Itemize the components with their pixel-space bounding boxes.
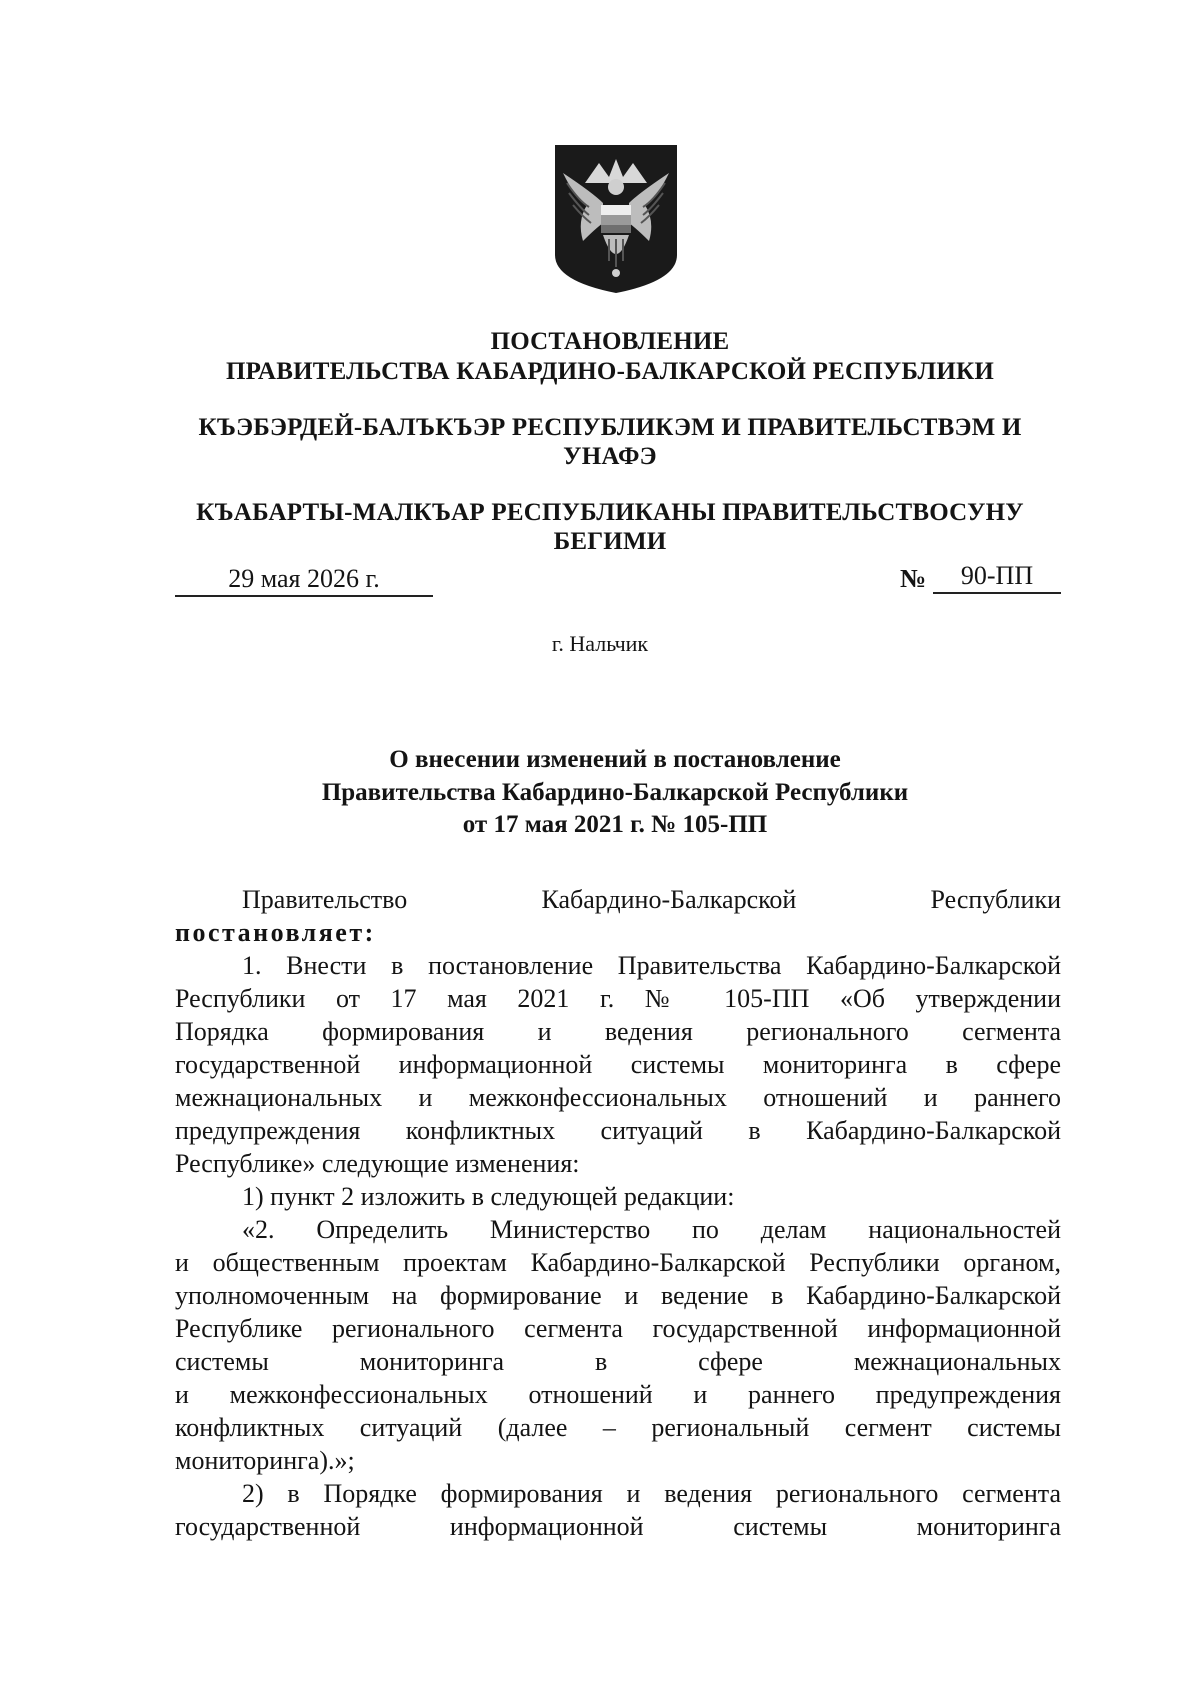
body-line-decree: постановляет: bbox=[175, 918, 376, 947]
document-title-line3: от 17 мая 2021 г. № 105-ПП bbox=[462, 811, 768, 838]
body-line: Республики от 17 мая 2021 г. № 105-ПП «Об утверждении bbox=[175, 984, 1061, 1013]
body-line: конфликтных ситуаций (далее – региональный сегмент системы bbox=[175, 1413, 1061, 1442]
body-line: 1. Внести в постановление Правительства Кабардино-Балкарской bbox=[242, 951, 1061, 980]
body-line: межнациональных и межконфессиональных отношений и раннего bbox=[175, 1083, 1061, 1112]
body-line: «2. Определить Министерство по делам национальностей bbox=[242, 1215, 1061, 1244]
body-line: Республике» следующие изменения: bbox=[175, 1149, 580, 1178]
document-date: 29 мая 2026 г. bbox=[175, 563, 433, 597]
coat-of-arms-emblem bbox=[553, 143, 679, 295]
document-title-line1: О внесении изменений в постановление bbox=[389, 746, 841, 773]
header-government-ru: ПРАВИТЕЛЬСТВА КАБАРДИНО-БАЛКАРСКОЙ РЕСПУБЛИКИ bbox=[226, 358, 994, 385]
header-kabardian-line2: УНАФЭ bbox=[563, 443, 657, 470]
body-line: и межконфессиональных отношений и раннего предупреждения bbox=[175, 1380, 1061, 1409]
document-number: 90-ПП bbox=[933, 560, 1061, 594]
body-line: системы мониторинга в сфере межнациональных bbox=[175, 1347, 1061, 1376]
body-line: государственной информационной системы мониторинга bbox=[175, 1512, 1061, 1541]
body-line: 1) пункт 2 изложить в следующей редакции: bbox=[242, 1182, 735, 1211]
header-balkar-line1: КЪАБАРТЫ-МАЛКЪАР РЕСПУБЛИКАНЫ ПРАВИТЕЛЬСТВОСУНУ bbox=[196, 499, 1024, 526]
body-line: 2) в Порядке формирования и ведения регионального сегмента bbox=[242, 1479, 1061, 1508]
number-sign: № bbox=[900, 564, 927, 593]
body-line: предупреждения конфликтных ситуаций в Кабардино-Балкарской bbox=[175, 1116, 1061, 1145]
body-line: Республике регионального сегмента государственной информационной bbox=[175, 1314, 1061, 1343]
eagle-emblem-icon bbox=[553, 143, 679, 295]
document-title-line2: Правительства Кабардино-Балкарской Республики bbox=[321, 779, 909, 806]
body-line: и общественным проектам Кабардино-Балкарской Республики органом, bbox=[175, 1248, 1061, 1277]
header-balkar-line2: БЕГИМИ bbox=[553, 528, 667, 555]
header-resolution-ru: ПОСТАНОВЛЕНИЕ bbox=[490, 328, 730, 355]
body-line: государственной информационной системы мониторинга в сфере bbox=[175, 1050, 1061, 1079]
body-line: уполномоченным на формирование и ведение в Кабардино-Балкарской bbox=[175, 1281, 1061, 1310]
body-line: мониторинга).»; bbox=[175, 1446, 355, 1475]
header-kabardian-line1: КЪЭБЭРДЕЙ-БАЛЪКЪЭР РЕСПУБЛИКЭМ И ПРАВИТЕЛЬСТВЭМ И bbox=[198, 414, 1022, 441]
body-line: Правительство Кабардино-Балкарской Республики bbox=[242, 885, 1061, 914]
body-line: Порядка формирования и ведения регионального сегмента bbox=[175, 1017, 1061, 1046]
document-city: г. Нальчик bbox=[551, 631, 649, 656]
